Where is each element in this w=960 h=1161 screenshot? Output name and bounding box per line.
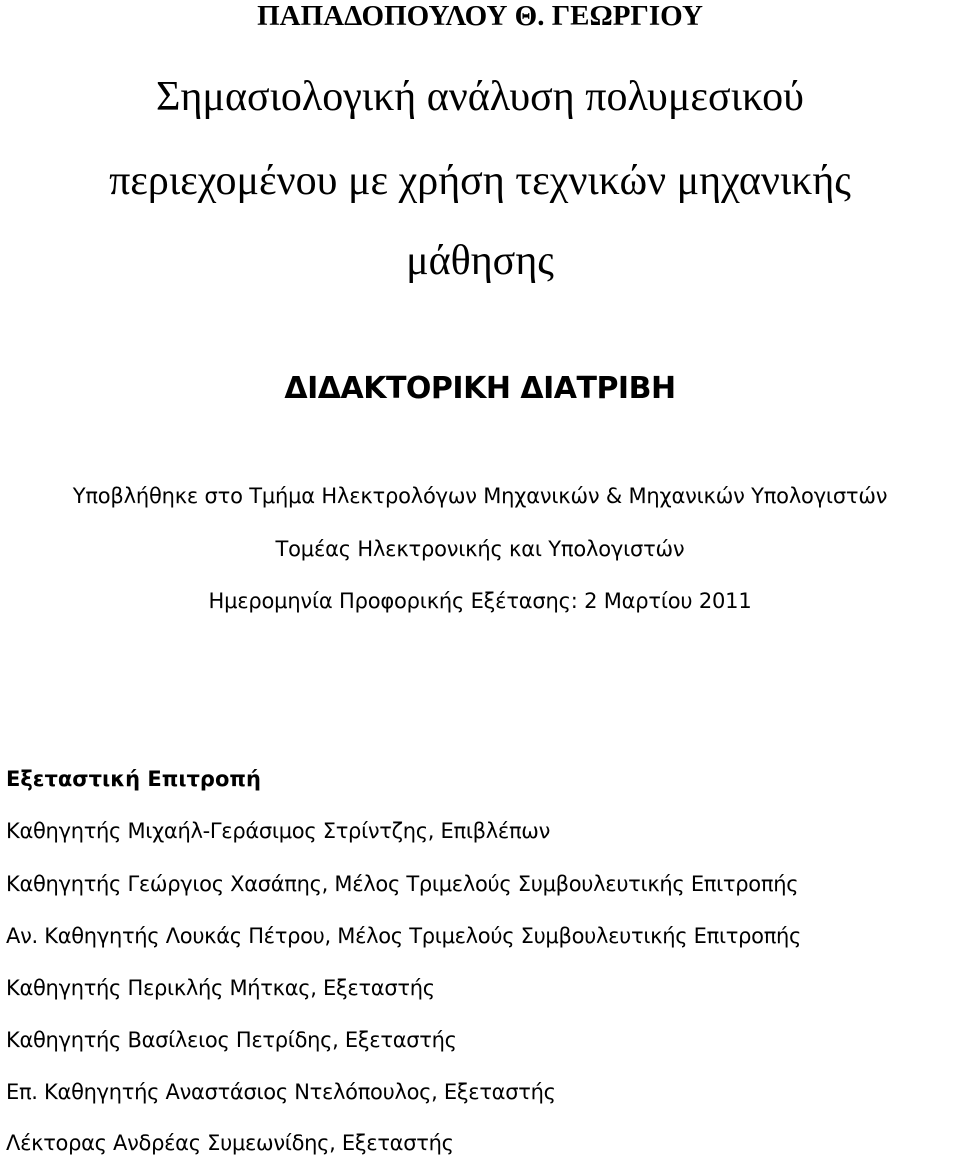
- department-line: Υποβλήθηκε στο Τμήμα Ηλεκτρολόγων Μηχανικών & Μηχανικών Υπολογιστών: [72, 484, 888, 508]
- title-line-2: περιεχομένου με χρήση τεχνικών μηχανικής: [109, 158, 851, 204]
- committee-member: Λέκτορας Ανδρέας Συμεωνίδης, Εξεταστής: [6, 1131, 454, 1155]
- title-line-1: Σημασιολογική ανάλυση πολυμεσικού: [156, 74, 804, 120]
- committee-member: Καθηγητής Μιχαήλ-Γεράσιμος Στρίντζης, Επιβλέπων: [6, 819, 551, 843]
- thesis-type: ΔΙΔΑΚΤΟΡΙΚΗ ΔΙΑΤΡΙΒΗ: [284, 371, 676, 406]
- committee-heading: Εξεταστική Επιτροπή: [6, 767, 261, 791]
- exam-date-line: Ημερομηνία Προφορικής Εξέτασης: 2 Μαρτίου 2011: [208, 589, 752, 613]
- sector-line: Τομέας Ηλεκτρονικής και Υπολογιστών: [275, 537, 685, 561]
- committee-member: Καθηγητής Γεώργιος Χασάπης, Μέλος Τριμελούς Συμβουλευτικής Επιτροπής: [6, 872, 799, 896]
- author-name: ΠΑΠΑΔΟΠΟΥΛΟΥ Θ. ΓΕΩΡΓΙΟΥ: [257, 0, 703, 32]
- committee-member: Καθηγητής Βασίλειος Πετρίδης, Εξεταστής: [6, 1028, 457, 1052]
- committee-member: Αν. Καθηγητής Λουκάς Πέτρου, Μέλος Τριμελούς Συμβουλευτικής Επιτροπής: [6, 924, 802, 948]
- title-line-3: μάθησης: [406, 238, 554, 284]
- committee-member: Καθηγητής Περικλής Μήτκας, Εξεταστής: [6, 976, 435, 1000]
- committee-member: Επ. Καθηγητής Αναστάσιος Ντελόπουλος, Εξεταστής: [6, 1080, 556, 1104]
